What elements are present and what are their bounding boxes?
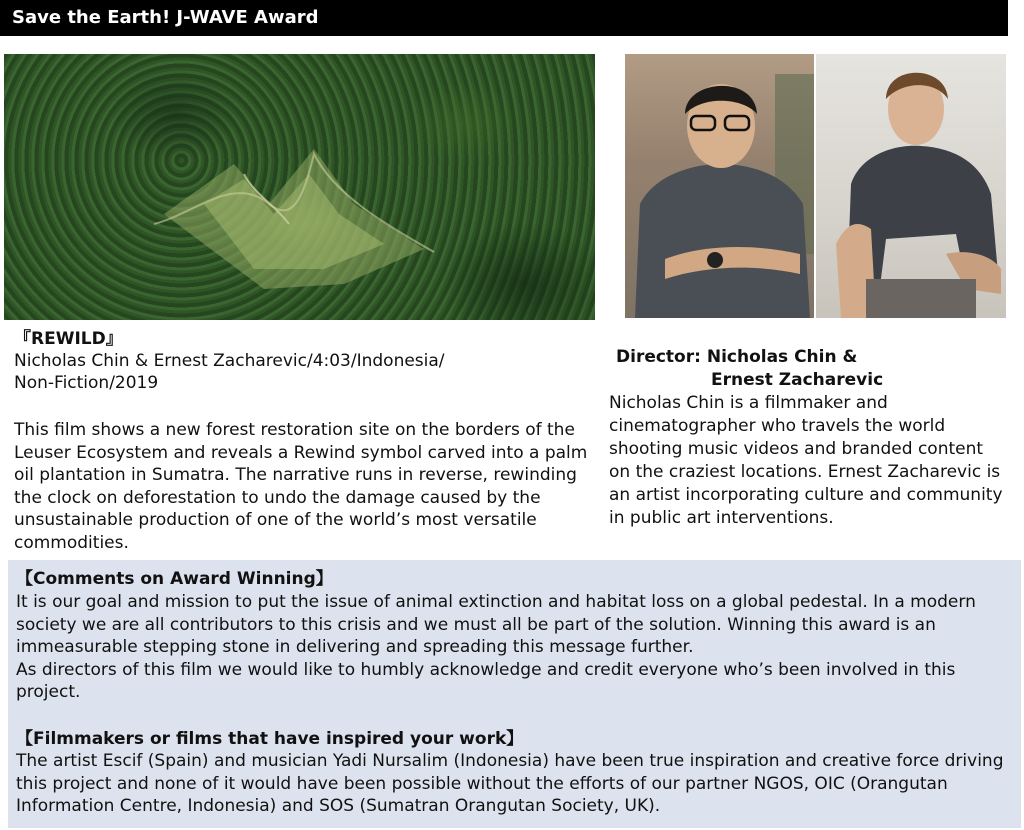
- portrait-nicholas-chin: [625, 54, 814, 318]
- comments-heading: 【Comments on Award Winning】: [16, 569, 333, 589]
- comments-paragraph-2: As directors of this film we would like to humbly acknowledge and credit everyone who’s been involved in this project.: [16, 659, 956, 702]
- forest-aerial-photo: [4, 54, 595, 320]
- film-title: 『REWILD』: [14, 329, 123, 349]
- comments-body: [16, 591, 1016, 704]
- page-header: [0, 0, 1008, 36]
- film-meta-line1: Nicholas Chin & Ernest Zacharevic/4:03/Indonesia/: [14, 351, 445, 371]
- director-bio: Nicholas Chin is a filmmaker and cinematographer who travels the world shooting music videos and branded content on the craziest locations. Ernest Zacharevic is an artist incorporating culture and community in public art interventions.: [609, 393, 1003, 528]
- film-meta: [14, 350, 514, 394]
- inspiration-heading: 【Filmmakers or films that have inspired your work】: [16, 729, 524, 749]
- director-label: [616, 346, 976, 392]
- film-synopsis: This film shows a new forest restoration site on the borders of the Leuser Ecosystem and reveals a Rewind symbol carved into a palm oil plantation in Sumatra. The narrative runs in reverse, rewinding the clock on deforestation to undo the damage caused by the unsustainable production of one of the world’s most versatile commodities.: [14, 420, 588, 553]
- header-title: Save the Earth! J-WAVE Award: [12, 7, 319, 28]
- director-label-line2: Ernest Zacharevic: [711, 370, 884, 390]
- comments-panel: [8, 560, 1021, 828]
- portrait-ernest-zacharevic: [816, 54, 1006, 318]
- comments-paragraph-1: It is our goal and mission to put the issue of animal extinction and habitat loss on a global pedestal. In a modern society we are all contributors to this crisis and we must all be part of the solution. Winning this award is an immeasurable stepping stone in delivering and spreading this message further.: [16, 592, 976, 657]
- director-label-line1: Director: Nicholas Chin &: [616, 347, 858, 367]
- inspiration-body: The artist Escif (Spain) and musician Yadi Nursalim (Indonesia) have been true inspiration and creative force driving this project and none of it would have been possible without the efforts of our partner NGOS, OIC (Orangutan Information Centre, Indonesia) and SOS (Sumatran Orangutan Society, UK).: [16, 751, 1004, 816]
- film-meta-line2: Non-Fiction/2019: [14, 373, 159, 393]
